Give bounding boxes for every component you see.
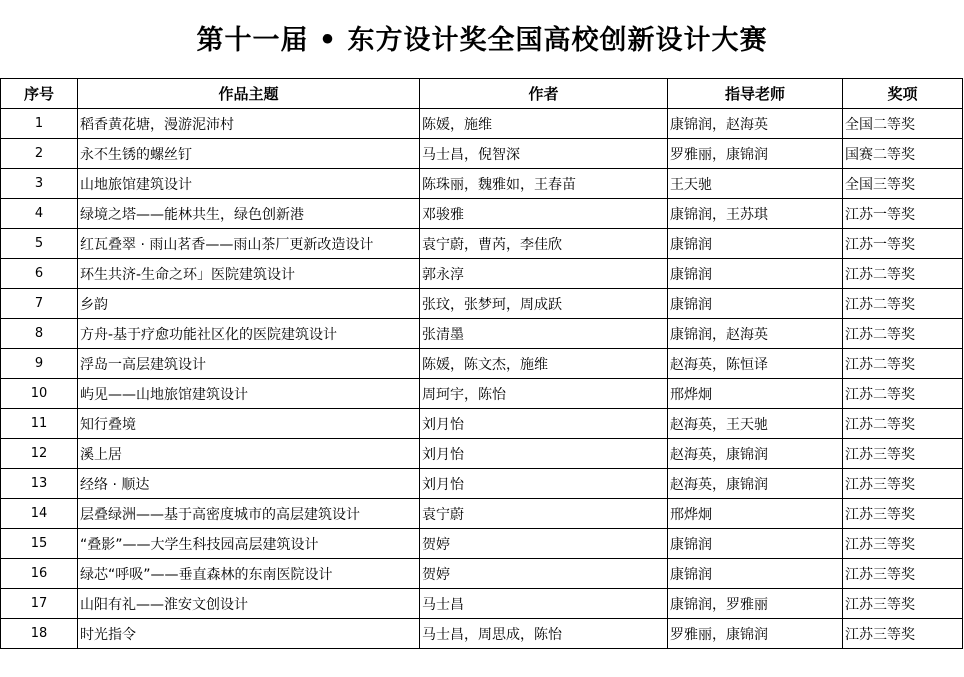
- cell-award: 江苏三等奖: [843, 559, 963, 589]
- cell-advisor: 康锦润，赵海英: [668, 109, 843, 139]
- cell-advisor: 罗雅丽，康锦润: [668, 139, 843, 169]
- cell-topic: 知行叠境: [78, 409, 420, 439]
- table-row: [1, 319, 963, 349]
- cell-topic: 环生共济-生命之环」医院建筑设计: [78, 259, 420, 289]
- cell-award: 江苏二等奖: [843, 259, 963, 289]
- header-topic: 作品主题: [78, 79, 420, 109]
- cell-topic: 时光指令: [78, 619, 420, 649]
- cell-no: 9: [1, 349, 78, 379]
- cell-no: 15: [1, 529, 78, 559]
- cell-no: 17: [1, 589, 78, 619]
- cell-advisor: 罗雅丽，康锦润: [668, 619, 843, 649]
- header-author: 作者: [420, 79, 668, 109]
- cell-topic: 永不生锈的螺丝钉: [78, 139, 420, 169]
- cell-no: 8: [1, 319, 78, 349]
- cell-topic: “叠影”——大学生科技园高层建筑设计: [78, 529, 420, 559]
- document-title: 第十一届 • 东方设计奖全国高校创新设计大赛: [196, 25, 768, 56]
- cell-advisor: 康锦润: [668, 229, 843, 259]
- header-advisor: 指导老师: [668, 79, 843, 109]
- cell-author: 郭永淳: [420, 259, 668, 289]
- cell-award: 国赛二等奖: [843, 139, 963, 169]
- cell-no: 13: [1, 469, 78, 499]
- table-row: [1, 349, 963, 379]
- table-row: [1, 589, 963, 619]
- cell-no: 4: [1, 199, 78, 229]
- cell-no: 14: [1, 499, 78, 529]
- cell-no: 1: [1, 109, 78, 139]
- cell-author: 马士昌，周思成，陈怡: [420, 619, 668, 649]
- cell-award: 全国三等奖: [843, 169, 963, 199]
- header-award: 奖项: [843, 79, 963, 109]
- cell-topic: 山地旅馆建筑设计: [78, 169, 420, 199]
- cell-author: 陈媛，施维: [420, 109, 668, 139]
- table-header-row: [1, 79, 963, 109]
- cell-advisor: 赵海英，陈恒译: [668, 349, 843, 379]
- cell-advisor: 赵海英，康锦润: [668, 469, 843, 499]
- cell-author: 张玟，张梦珂，周成跃: [420, 289, 668, 319]
- table-row: [1, 409, 963, 439]
- cell-topic: 绿芯“呼吸”——垂直森林的东南医院设计: [78, 559, 420, 589]
- table-row: [1, 559, 963, 589]
- cell-author: 周珂宇，陈怡: [420, 379, 668, 409]
- cell-advisor: 康锦润: [668, 559, 843, 589]
- cell-award: 江苏二等奖: [843, 289, 963, 319]
- cell-topic: 稻香黄花塘，漫游泥沛村: [78, 109, 420, 139]
- cell-author: 贺婷: [420, 559, 668, 589]
- cell-no: 10: [1, 379, 78, 409]
- cell-award: 江苏二等奖: [843, 319, 963, 349]
- cell-no: 12: [1, 439, 78, 469]
- cell-author: 马士昌，倪智深: [420, 139, 668, 169]
- cell-author: 马士昌: [420, 589, 668, 619]
- table-row: [1, 259, 963, 289]
- table-row: [1, 139, 963, 169]
- cell-author: 袁宁蔚，曹芮，李佳欣: [420, 229, 668, 259]
- cell-topic: 经络 · 顺达: [78, 469, 420, 499]
- cell-no: 5: [1, 229, 78, 259]
- cell-award: 江苏三等奖: [843, 469, 963, 499]
- cell-no: 11: [1, 409, 78, 439]
- cell-advisor: 邢烨炯: [668, 379, 843, 409]
- cell-topic: 红瓦叠翠 · 雨山茗香——雨山茶厂更新改造设计: [78, 229, 420, 259]
- cell-no: 18: [1, 619, 78, 649]
- cell-author: 袁宁蔚: [420, 499, 668, 529]
- cell-award: 江苏一等奖: [843, 229, 963, 259]
- table-row: [1, 169, 963, 199]
- cell-advisor: 康锦润，赵海英: [668, 319, 843, 349]
- cell-advisor: 康锦润: [668, 289, 843, 319]
- cell-advisor: 邢烨炯: [668, 499, 843, 529]
- cell-advisor: 康锦润，罗雅丽: [668, 589, 843, 619]
- cell-advisor: 赵海英，康锦润: [668, 439, 843, 469]
- cell-advisor: 康锦润，王苏琪: [668, 199, 843, 229]
- cell-award: 全国二等奖: [843, 109, 963, 139]
- cell-author: 贺婷: [420, 529, 668, 559]
- table-row: [1, 379, 963, 409]
- cell-author: 刘月怡: [420, 409, 668, 439]
- cell-author: 刘月怡: [420, 439, 668, 469]
- header-no: 序号: [1, 79, 78, 109]
- cell-award: 江苏二等奖: [843, 379, 963, 409]
- table-row: [1, 439, 963, 469]
- cell-no: 16: [1, 559, 78, 589]
- cell-award: 江苏二等奖: [843, 409, 963, 439]
- table-row: [1, 499, 963, 529]
- cell-advisor: 王天驰: [668, 169, 843, 199]
- cell-award: 江苏三等奖: [843, 589, 963, 619]
- cell-award: 江苏三等奖: [843, 619, 963, 649]
- cell-author: 邓骏雅: [420, 199, 668, 229]
- cell-award: 江苏二等奖: [843, 349, 963, 379]
- cell-award: 江苏一等奖: [843, 199, 963, 229]
- cell-topic: 方舟-基于疗愈功能社区化的医院建筑设计: [78, 319, 420, 349]
- cell-topic: 山阳有礼——淮安文创设计: [78, 589, 420, 619]
- cell-award: 江苏三等奖: [843, 439, 963, 469]
- cell-topic: 绿境之塔——能林共生，绿色创新港: [78, 199, 420, 229]
- table-row: [1, 529, 963, 559]
- cell-award: 江苏三等奖: [843, 499, 963, 529]
- cell-topic: 浮岛一高层建筑设计: [78, 349, 420, 379]
- cell-author: 刘月怡: [420, 469, 668, 499]
- cell-advisor: 康锦润: [668, 529, 843, 559]
- table-row: [1, 109, 963, 139]
- awards-table: [0, 78, 963, 649]
- cell-advisor: 康锦润: [668, 259, 843, 289]
- cell-topic: 层叠绿洲——基于高密度城市的高层建筑设计: [78, 499, 420, 529]
- table-row: [1, 199, 963, 229]
- table-row: [1, 289, 963, 319]
- cell-no: 6: [1, 259, 78, 289]
- cell-author: 陈珠丽，魏雅如，王春苗: [420, 169, 668, 199]
- table-body: [1, 109, 963, 649]
- cell-author: 张清墨: [420, 319, 668, 349]
- cell-no: 3: [1, 169, 78, 199]
- table-row: [1, 619, 963, 649]
- cell-author: 陈媛，陈文杰，施维: [420, 349, 668, 379]
- cell-no: 7: [1, 289, 78, 319]
- cell-award: 江苏三等奖: [843, 529, 963, 559]
- cell-topic: 屿见——山地旅馆建筑设计: [78, 379, 420, 409]
- table-row: [1, 229, 963, 259]
- cell-topic: 乡韵: [78, 289, 420, 319]
- cell-advisor: 赵海英，王天驰: [668, 409, 843, 439]
- cell-topic: 溪上居: [78, 439, 420, 469]
- table-row: [1, 469, 963, 499]
- cell-no: 2: [1, 139, 78, 169]
